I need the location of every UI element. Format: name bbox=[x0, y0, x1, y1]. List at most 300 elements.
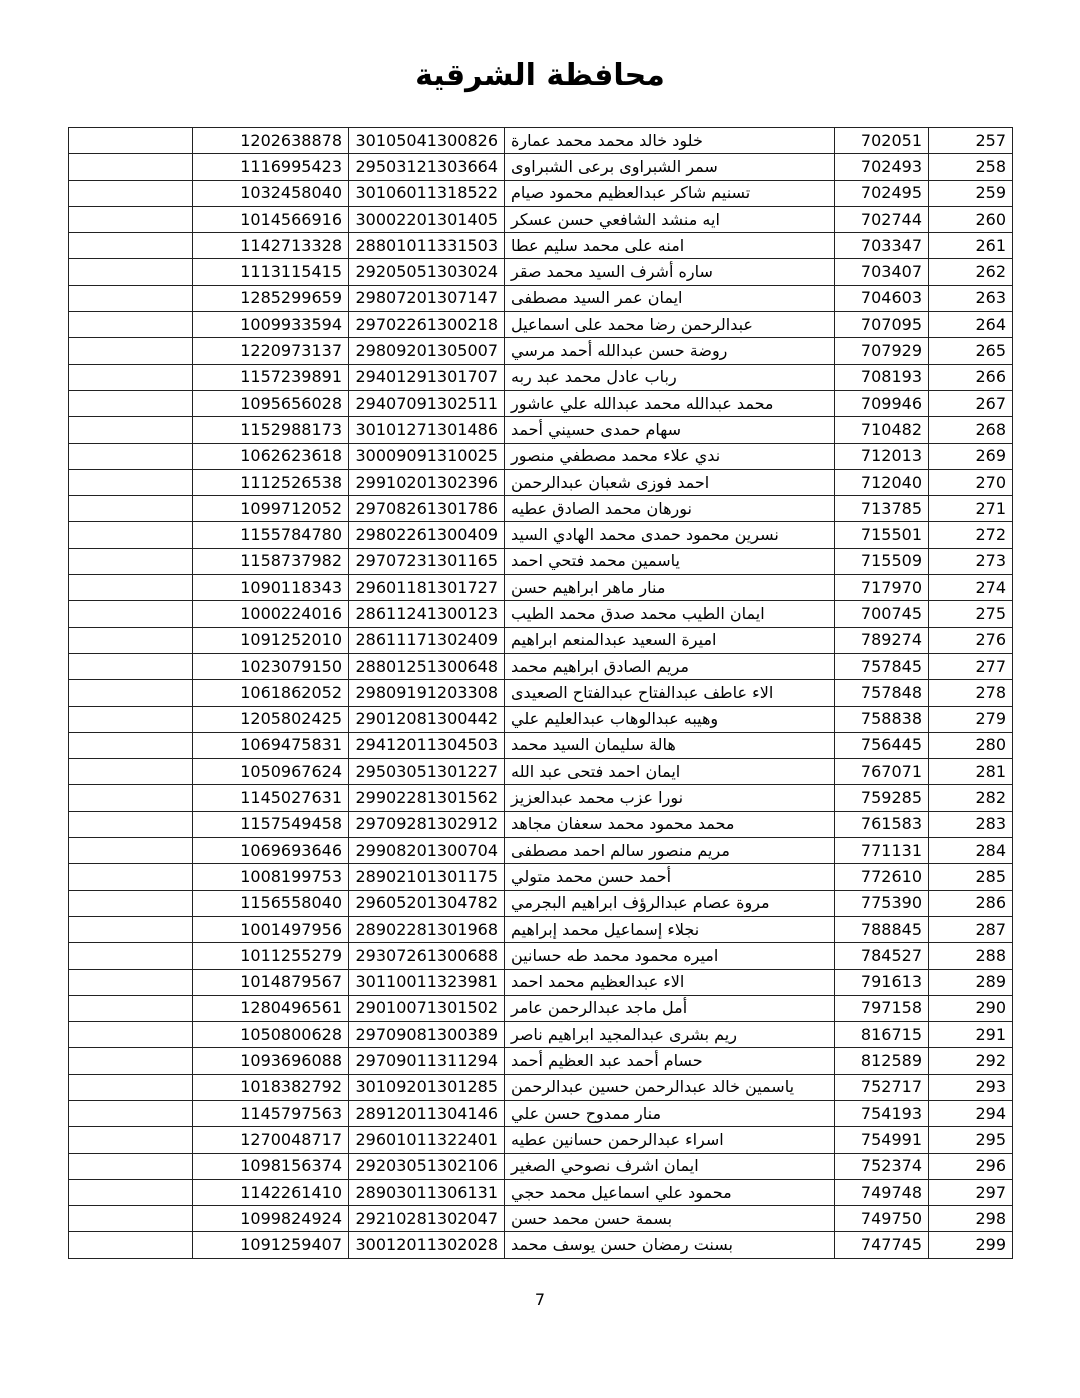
cell-phone: 1157549458 bbox=[193, 811, 349, 837]
cell-name: ياسمين خالد عبدالرحمن حسين عبدالرحمن bbox=[505, 1074, 835, 1100]
table-row bbox=[69, 1153, 1013, 1179]
cell-national-id: 28902101301175 bbox=[349, 864, 505, 890]
cell-seq: 285 bbox=[929, 864, 1013, 890]
cell-extra bbox=[69, 969, 193, 995]
cell-code: 749750 bbox=[835, 1206, 929, 1232]
cell-phone: 1220973137 bbox=[193, 338, 349, 364]
cell-name: ايمان اشرف نصوحي الصغير bbox=[505, 1153, 835, 1179]
cell-seq: 265 bbox=[929, 338, 1013, 364]
cell-extra bbox=[69, 1100, 193, 1126]
cell-phone: 1014566916 bbox=[193, 206, 349, 232]
cell-code: 752717 bbox=[835, 1074, 929, 1100]
cell-national-id: 28801011331503 bbox=[349, 233, 505, 259]
cell-national-id: 29210281302047 bbox=[349, 1206, 505, 1232]
cell-extra bbox=[69, 548, 193, 574]
table-row bbox=[69, 259, 1013, 285]
cell-code: 754193 bbox=[835, 1100, 929, 1126]
table-row bbox=[69, 785, 1013, 811]
cell-phone: 1008199753 bbox=[193, 864, 349, 890]
cell-national-id: 29503121303664 bbox=[349, 154, 505, 180]
cell-seq: 269 bbox=[929, 443, 1013, 469]
cell-national-id: 29807201307147 bbox=[349, 285, 505, 311]
cell-seq: 292 bbox=[929, 1048, 1013, 1074]
cell-phone: 1285299659 bbox=[193, 285, 349, 311]
cell-phone: 1099824924 bbox=[193, 1206, 349, 1232]
cell-national-id: 30012011302028 bbox=[349, 1232, 505, 1258]
cell-seq: 290 bbox=[929, 995, 1013, 1021]
cell-seq: 262 bbox=[929, 259, 1013, 285]
cell-extra bbox=[69, 1232, 193, 1258]
cell-national-id: 28611171302409 bbox=[349, 627, 505, 653]
cell-name: مريم منصور سالم احمد مصطفى bbox=[505, 838, 835, 864]
table-row bbox=[69, 706, 1013, 732]
cell-extra bbox=[69, 1127, 193, 1153]
cell-code: 752374 bbox=[835, 1153, 929, 1179]
cell-extra bbox=[69, 732, 193, 758]
cell-phone: 1091259407 bbox=[193, 1232, 349, 1258]
cell-extra bbox=[69, 206, 193, 232]
cell-phone: 1158737982 bbox=[193, 548, 349, 574]
cell-national-id: 29401291301707 bbox=[349, 364, 505, 390]
cell-code: 797158 bbox=[835, 995, 929, 1021]
cell-national-id: 30109201301285 bbox=[349, 1074, 505, 1100]
cell-name: خلود خالد محمد محمد عمارة bbox=[505, 128, 835, 154]
cell-name: سهام حمدى حسيني أحمد bbox=[505, 417, 835, 443]
cell-name: امنه على محمد سليم عطا bbox=[505, 233, 835, 259]
cell-code: 812589 bbox=[835, 1048, 929, 1074]
cell-national-id: 30009091310025 bbox=[349, 443, 505, 469]
cell-seq: 291 bbox=[929, 1022, 1013, 1048]
cell-extra bbox=[69, 154, 193, 180]
cell-name: تسنيم شاكر عبدالعظيم محمود صيام bbox=[505, 180, 835, 206]
table-row bbox=[69, 128, 1013, 154]
page-title: محافظة الشرقية bbox=[415, 58, 665, 93]
cell-code: 761583 bbox=[835, 811, 929, 837]
cell-name: محمود علي اسماعيل محمد حجي bbox=[505, 1179, 835, 1205]
cell-seq: 287 bbox=[929, 916, 1013, 942]
cell-code: 702051 bbox=[835, 128, 929, 154]
cell-seq: 260 bbox=[929, 206, 1013, 232]
cell-phone: 1145797563 bbox=[193, 1100, 349, 1126]
cell-name: ايمان الطيب محمد صدق محمد الطيب bbox=[505, 601, 835, 627]
cell-phone: 1152988173 bbox=[193, 417, 349, 443]
cell-national-id: 29910201302396 bbox=[349, 469, 505, 495]
cell-extra bbox=[69, 338, 193, 364]
cell-phone: 1202638878 bbox=[193, 128, 349, 154]
cell-name: ياسمين محمد فتحي احمد bbox=[505, 548, 835, 574]
cell-name: اميره محمود محمد طه حسانين bbox=[505, 943, 835, 969]
cell-name: ساره أشرف السيد محمد صقر bbox=[505, 259, 835, 285]
cell-code: 788845 bbox=[835, 916, 929, 942]
cell-phone: 1145027631 bbox=[193, 785, 349, 811]
cell-name: نورهان محمد الصادق عطيه bbox=[505, 496, 835, 522]
cell-national-id: 29809201305007 bbox=[349, 338, 505, 364]
cell-extra bbox=[69, 1206, 193, 1232]
table-row bbox=[69, 916, 1013, 942]
cell-extra bbox=[69, 233, 193, 259]
cell-name: أمل ماجد عبدالرحمن عامر bbox=[505, 995, 835, 1021]
cell-extra bbox=[69, 864, 193, 890]
cell-phone: 1270048717 bbox=[193, 1127, 349, 1153]
cell-national-id: 30110011323981 bbox=[349, 969, 505, 995]
cell-seq: 264 bbox=[929, 312, 1013, 338]
cell-seq: 266 bbox=[929, 364, 1013, 390]
cell-national-id: 29709281302912 bbox=[349, 811, 505, 837]
cell-seq: 275 bbox=[929, 601, 1013, 627]
cell-seq: 261 bbox=[929, 233, 1013, 259]
cell-seq: 299 bbox=[929, 1232, 1013, 1258]
table-row bbox=[69, 680, 1013, 706]
cell-phone: 1090118343 bbox=[193, 575, 349, 601]
cell-national-id: 29908201300704 bbox=[349, 838, 505, 864]
cell-extra bbox=[69, 811, 193, 837]
cell-extra bbox=[69, 759, 193, 785]
table-row bbox=[69, 969, 1013, 995]
cell-phone: 1113115415 bbox=[193, 259, 349, 285]
cell-phone: 1014879567 bbox=[193, 969, 349, 995]
cell-code: 709946 bbox=[835, 390, 929, 416]
cell-seq: 294 bbox=[929, 1100, 1013, 1126]
table-row bbox=[69, 575, 1013, 601]
cell-phone: 1062623618 bbox=[193, 443, 349, 469]
table-row bbox=[69, 390, 1013, 416]
table-row bbox=[69, 811, 1013, 837]
cell-seq: 270 bbox=[929, 469, 1013, 495]
cell-phone: 1157239891 bbox=[193, 364, 349, 390]
cell-national-id: 29307261300688 bbox=[349, 943, 505, 969]
table-row bbox=[69, 943, 1013, 969]
cell-phone: 1050967624 bbox=[193, 759, 349, 785]
cell-national-id: 29601181301727 bbox=[349, 575, 505, 601]
table-row bbox=[69, 1206, 1013, 1232]
table-row bbox=[69, 548, 1013, 574]
cell-name: ايه منشد الشافعي حسن عسكر bbox=[505, 206, 835, 232]
cell-national-id: 29605201304782 bbox=[349, 890, 505, 916]
table-row bbox=[69, 338, 1013, 364]
cell-name: ايمان احمد فتحى عبد الله bbox=[505, 759, 835, 785]
cell-code: 754991 bbox=[835, 1127, 929, 1153]
cell-code: 708193 bbox=[835, 364, 929, 390]
cell-code: 717970 bbox=[835, 575, 929, 601]
cell-seq: 278 bbox=[929, 680, 1013, 706]
cell-code: 702493 bbox=[835, 154, 929, 180]
cell-seq: 280 bbox=[929, 732, 1013, 758]
table-row bbox=[69, 469, 1013, 495]
cell-seq: 271 bbox=[929, 496, 1013, 522]
cell-extra bbox=[69, 417, 193, 443]
cell-name: أحمد حسن محمد متولي bbox=[505, 864, 835, 890]
cell-code: 756445 bbox=[835, 732, 929, 758]
cell-code: 712040 bbox=[835, 469, 929, 495]
page-number: 7 bbox=[534, 1290, 546, 1309]
table-row bbox=[69, 1232, 1013, 1258]
cell-extra bbox=[69, 653, 193, 679]
cell-name: منار ماهر ابراهيم حسن bbox=[505, 575, 835, 601]
table-row bbox=[69, 1022, 1013, 1048]
cell-name: محمد محمود محمد سعفان مجاهد bbox=[505, 811, 835, 837]
cell-extra bbox=[69, 1153, 193, 1179]
cell-national-id: 29205051303024 bbox=[349, 259, 505, 285]
cell-phone: 1069475831 bbox=[193, 732, 349, 758]
table-row bbox=[69, 206, 1013, 232]
cell-phone: 1112526538 bbox=[193, 469, 349, 495]
cell-phone: 1091252010 bbox=[193, 627, 349, 653]
cell-national-id: 29503051301227 bbox=[349, 759, 505, 785]
cell-name: هالة سليمان السيد محمد bbox=[505, 732, 835, 758]
cell-name: اسراء عبدالرحمن حسانين عطيه bbox=[505, 1127, 835, 1153]
cell-national-id: 29010071301502 bbox=[349, 995, 505, 1021]
cell-seq: 268 bbox=[929, 417, 1013, 443]
cell-name: ريم بشرى عبدالمجيد ابراهيم ناصر bbox=[505, 1022, 835, 1048]
table-row bbox=[69, 732, 1013, 758]
table-row bbox=[69, 627, 1013, 653]
cell-code: 759285 bbox=[835, 785, 929, 811]
cell-extra bbox=[69, 1022, 193, 1048]
table-row bbox=[69, 1048, 1013, 1074]
table-row bbox=[69, 180, 1013, 206]
table-row bbox=[69, 995, 1013, 1021]
cell-national-id: 30105041300826 bbox=[349, 128, 505, 154]
cell-phone: 1018382792 bbox=[193, 1074, 349, 1100]
cell-phone: 1069693646 bbox=[193, 838, 349, 864]
cell-extra bbox=[69, 390, 193, 416]
cell-code: 703347 bbox=[835, 233, 929, 259]
cell-extra bbox=[69, 469, 193, 495]
cell-name: بسمة حسن محمد حسن bbox=[505, 1206, 835, 1232]
cell-seq: 257 bbox=[929, 128, 1013, 154]
cell-seq: 297 bbox=[929, 1179, 1013, 1205]
table-row bbox=[69, 496, 1013, 522]
cell-phone: 1050800628 bbox=[193, 1022, 349, 1048]
cell-extra bbox=[69, 312, 193, 338]
cell-national-id: 29412011304503 bbox=[349, 732, 505, 758]
cell-extra bbox=[69, 180, 193, 206]
cell-code: 702495 bbox=[835, 180, 929, 206]
cell-extra bbox=[69, 601, 193, 627]
cell-national-id: 29902281301562 bbox=[349, 785, 505, 811]
cell-seq: 296 bbox=[929, 1153, 1013, 1179]
cell-extra bbox=[69, 943, 193, 969]
table-row bbox=[69, 417, 1013, 443]
cell-code: 710482 bbox=[835, 417, 929, 443]
table-row bbox=[69, 312, 1013, 338]
cell-national-id: 29809191203308 bbox=[349, 680, 505, 706]
cell-phone: 1011255279 bbox=[193, 943, 349, 969]
table-row bbox=[69, 154, 1013, 180]
cell-seq: 276 bbox=[929, 627, 1013, 653]
cell-extra bbox=[69, 1179, 193, 1205]
cell-name: رباب عادل محمد عبد ربه bbox=[505, 364, 835, 390]
cell-code: 707929 bbox=[835, 338, 929, 364]
cell-name: نورا عزب محمد عبدالعزيز bbox=[505, 785, 835, 811]
table-row bbox=[69, 838, 1013, 864]
cell-phone: 1095656028 bbox=[193, 390, 349, 416]
cell-code: 775390 bbox=[835, 890, 929, 916]
cell-extra bbox=[69, 890, 193, 916]
table-row bbox=[69, 1074, 1013, 1100]
cell-phone: 1280496561 bbox=[193, 995, 349, 1021]
cell-national-id: 29709011311294 bbox=[349, 1048, 505, 1074]
cell-code: 713785 bbox=[835, 496, 929, 522]
cell-extra bbox=[69, 259, 193, 285]
cell-phone: 1009933594 bbox=[193, 312, 349, 338]
cell-code: 715509 bbox=[835, 548, 929, 574]
cell-name: اميرة السعيد عبدالمنعم ابراهيم bbox=[505, 627, 835, 653]
cell-name: عبدالرحمن رضا محمد على اسماعيل bbox=[505, 312, 835, 338]
table-row bbox=[69, 601, 1013, 627]
cell-code: 715501 bbox=[835, 522, 929, 548]
cell-seq: 259 bbox=[929, 180, 1013, 206]
cell-code: 702744 bbox=[835, 206, 929, 232]
cell-seq: 272 bbox=[929, 522, 1013, 548]
cell-phone: 1116995423 bbox=[193, 154, 349, 180]
table-row bbox=[69, 890, 1013, 916]
cell-extra bbox=[69, 364, 193, 390]
cell-seq: 283 bbox=[929, 811, 1013, 837]
cell-extra bbox=[69, 995, 193, 1021]
cell-seq: 288 bbox=[929, 943, 1013, 969]
cell-extra bbox=[69, 680, 193, 706]
cell-code: 757845 bbox=[835, 653, 929, 679]
cell-code: 767071 bbox=[835, 759, 929, 785]
cell-extra bbox=[69, 443, 193, 469]
cell-seq: 284 bbox=[929, 838, 1013, 864]
cell-name: الاء عاطف عبدالفتاح عبدالفتاح الصعيدى bbox=[505, 680, 835, 706]
cell-code: 791613 bbox=[835, 969, 929, 995]
cell-phone: 1032458040 bbox=[193, 180, 349, 206]
cell-code: 749748 bbox=[835, 1179, 929, 1205]
cell-national-id: 28912011304146 bbox=[349, 1100, 505, 1126]
cell-code: 757848 bbox=[835, 680, 929, 706]
cell-name: مريم الصادق ابراهيم محمد bbox=[505, 653, 835, 679]
cell-phone: 1099712052 bbox=[193, 496, 349, 522]
cell-extra bbox=[69, 496, 193, 522]
cell-seq: 298 bbox=[929, 1206, 1013, 1232]
cell-phone: 1142713328 bbox=[193, 233, 349, 259]
table-row bbox=[69, 233, 1013, 259]
cell-code: 700745 bbox=[835, 601, 929, 627]
cell-phone: 1023079150 bbox=[193, 653, 349, 679]
cell-national-id: 28903011306131 bbox=[349, 1179, 505, 1205]
cell-phone: 1205802425 bbox=[193, 706, 349, 732]
cell-phone: 1001497956 bbox=[193, 916, 349, 942]
cell-phone: 1098156374 bbox=[193, 1153, 349, 1179]
cell-national-id: 29203051302106 bbox=[349, 1153, 505, 1179]
cell-phone: 1155784780 bbox=[193, 522, 349, 548]
cell-seq: 295 bbox=[929, 1127, 1013, 1153]
cell-name: روضة حسن عبدالله أحمد مرسي bbox=[505, 338, 835, 364]
cell-code: 747745 bbox=[835, 1232, 929, 1258]
table-row bbox=[69, 759, 1013, 785]
cell-seq: 274 bbox=[929, 575, 1013, 601]
cell-national-id: 29012081300442 bbox=[349, 706, 505, 732]
cell-name: سمر الشبراوى برعى الشبراوى bbox=[505, 154, 835, 180]
cell-name: الاء عبدالعظيم محمد احمد bbox=[505, 969, 835, 995]
cell-extra bbox=[69, 1048, 193, 1074]
cell-national-id: 29709081300389 bbox=[349, 1022, 505, 1048]
cell-name: محمد عبدالله محمد عبدالله علي عاشور bbox=[505, 390, 835, 416]
cell-extra bbox=[69, 285, 193, 311]
cell-name: مروة عصام عبدالرؤف ابراهيم البجرمي bbox=[505, 890, 835, 916]
cell-code: 703407 bbox=[835, 259, 929, 285]
cell-code: 758838 bbox=[835, 706, 929, 732]
cell-phone: 1142261410 bbox=[193, 1179, 349, 1205]
cell-phone: 1156558040 bbox=[193, 890, 349, 916]
table-row bbox=[69, 1179, 1013, 1205]
cell-seq: 279 bbox=[929, 706, 1013, 732]
cell-seq: 289 bbox=[929, 969, 1013, 995]
cell-name: نسرين محمود حمدى محمد الهادي السيد bbox=[505, 522, 835, 548]
cell-national-id: 29601011322401 bbox=[349, 1127, 505, 1153]
cell-extra bbox=[69, 575, 193, 601]
cell-code: 784527 bbox=[835, 943, 929, 969]
cell-extra bbox=[69, 128, 193, 154]
cell-seq: 286 bbox=[929, 890, 1013, 916]
cell-national-id: 30101271301486 bbox=[349, 417, 505, 443]
cell-extra bbox=[69, 916, 193, 942]
cell-code: 771131 bbox=[835, 838, 929, 864]
cell-national-id: 29708261301786 bbox=[349, 496, 505, 522]
cell-seq: 258 bbox=[929, 154, 1013, 180]
cell-name: ندي علاء محمد مصطفي منصور bbox=[505, 443, 835, 469]
table-row bbox=[69, 443, 1013, 469]
table-row bbox=[69, 364, 1013, 390]
cell-name: نجلاء إسماعيل محمد إبراهيم bbox=[505, 916, 835, 942]
cell-name: وهيبه عبدالوهاب عبدالعليم علي bbox=[505, 706, 835, 732]
cell-national-id: 29707231301165 bbox=[349, 548, 505, 574]
cell-code: 772610 bbox=[835, 864, 929, 890]
table-row bbox=[69, 864, 1013, 890]
cell-seq: 267 bbox=[929, 390, 1013, 416]
cell-code: 789274 bbox=[835, 627, 929, 653]
cell-national-id: 29702261300218 bbox=[349, 312, 505, 338]
cell-extra bbox=[69, 785, 193, 811]
cell-seq: 273 bbox=[929, 548, 1013, 574]
table-row bbox=[69, 285, 1013, 311]
cell-extra bbox=[69, 706, 193, 732]
cell-seq: 277 bbox=[929, 653, 1013, 679]
cell-seq: 293 bbox=[929, 1074, 1013, 1100]
cell-extra bbox=[69, 522, 193, 548]
table-row bbox=[69, 1100, 1013, 1126]
cell-name: حسام أحمد عبد العظيم أحمد bbox=[505, 1048, 835, 1074]
cell-name: بسنت رمضان حسن يوسف محمد bbox=[505, 1232, 835, 1258]
cell-phone: 1093696088 bbox=[193, 1048, 349, 1074]
cell-name: منار ممدوح حسن علي bbox=[505, 1100, 835, 1126]
table-row bbox=[69, 1127, 1013, 1153]
cell-national-id: 29802261300409 bbox=[349, 522, 505, 548]
records-table bbox=[68, 127, 1013, 1259]
cell-seq: 263 bbox=[929, 285, 1013, 311]
cell-extra bbox=[69, 1074, 193, 1100]
cell-code: 704603 bbox=[835, 285, 929, 311]
cell-national-id: 30002201301405 bbox=[349, 206, 505, 232]
cell-name: ايمان عمر السيد مصطفى bbox=[505, 285, 835, 311]
cell-national-id: 28902281301968 bbox=[349, 916, 505, 942]
cell-seq: 281 bbox=[929, 759, 1013, 785]
cell-seq: 282 bbox=[929, 785, 1013, 811]
cell-phone: 1061862052 bbox=[193, 680, 349, 706]
cell-code: 707095 bbox=[835, 312, 929, 338]
cell-code: 712013 bbox=[835, 443, 929, 469]
cell-phone: 1000224016 bbox=[193, 601, 349, 627]
cell-national-id: 28801251300648 bbox=[349, 653, 505, 679]
cell-code: 816715 bbox=[835, 1022, 929, 1048]
cell-national-id: 30106011318522 bbox=[349, 180, 505, 206]
cell-national-id: 28611241300123 bbox=[349, 601, 505, 627]
cell-extra bbox=[69, 627, 193, 653]
table-row bbox=[69, 653, 1013, 679]
